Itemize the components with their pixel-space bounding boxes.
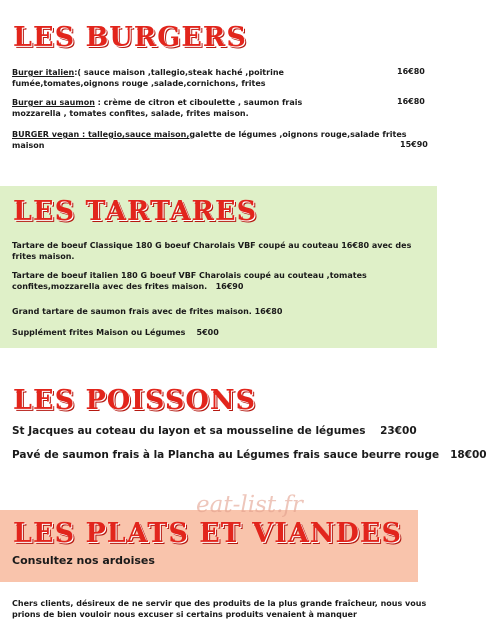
tartares-title: LES TARTARES <box>13 196 258 227</box>
tartare-classique-item: Tartare de boeuf Classique 180 G boeuf Charolais VBF coupé au couteau 16€80 avec des frites maison. <box>12 241 412 261</box>
burger-saumon-name: Burger au saumon <box>12 98 95 107</box>
tartare-italien-price: 16€90 <box>215 282 244 291</box>
supplement-desc: Supplément frites Maison ou Légumes <box>12 328 186 337</box>
st-jacques-desc: St Jacques au coteau du layon et sa mousseline de légumes <box>12 425 366 437</box>
burger-vegan-desc: galette de légumes ,oignons rouge,salade frites maison <box>12 130 407 150</box>
tartare-italien-desc: Tartare de boeuf italien 180 G boeuf VBF Charolais coupé au couteau ,tomates confites,mozzarella avec des frites maison. <box>12 271 367 291</box>
supplement-price: 5€00 <box>196 328 219 337</box>
saumon-plancha-desc: Pavé de saumon frais à la Plancha au Légumes frais sauce beurre rouge <box>12 449 440 461</box>
burger-italien-price: 16€80 <box>397 67 425 76</box>
burger-italien-item <box>12 67 392 89</box>
poissons-title: LES POISSONS <box>13 385 257 416</box>
tartare-saumon-item: Grand tartare de saumon frais avec de frites maison. 16€80 <box>12 307 283 316</box>
burger-vegan-name: BURGER vegan : tallegio,sauce maison, <box>12 130 190 139</box>
plats-title: LES PLATS ET VIANDES <box>13 518 402 549</box>
saumon-plancha-item <box>12 449 487 461</box>
burger-italien-name: Burger italien <box>12 68 75 77</box>
st-jacques-price: 23€00 <box>380 425 417 437</box>
burgers-title: LES BURGERS <box>13 22 247 53</box>
supplement-item <box>12 327 412 338</box>
burger-vegan-price: 15€90 <box>400 140 428 149</box>
plats-subtitle: Consultez nos ardoises <box>12 554 155 567</box>
footer-note: Chers clients, désireux de ne servir que des produits de la plus grande fraîcheur, nous vous prions de bien vouloir nous excuser si certains produits venaient à manquer <box>12 599 427 619</box>
burger-saumon-item <box>12 97 332 119</box>
burger-vegan-item <box>12 129 422 151</box>
st-jacques-item <box>12 425 417 437</box>
watermark-text: eat-list.fr <box>196 492 303 518</box>
burger-saumon-desc: : crème de citron et ciboulette , saumon frais mozzarella , tomates confites, salade, frites maison. <box>12 98 303 118</box>
burger-italien-desc: :( sauce maison ,tallegio,steak haché ,poitrine fumée,tomates,oignons rouge ,salade,cornichons, frites <box>12 68 284 88</box>
saumon-plancha-price: 18€00 <box>450 449 487 461</box>
tartare-italien-item <box>12 270 412 292</box>
burger-saumon-price: 16€80 <box>397 97 425 106</box>
